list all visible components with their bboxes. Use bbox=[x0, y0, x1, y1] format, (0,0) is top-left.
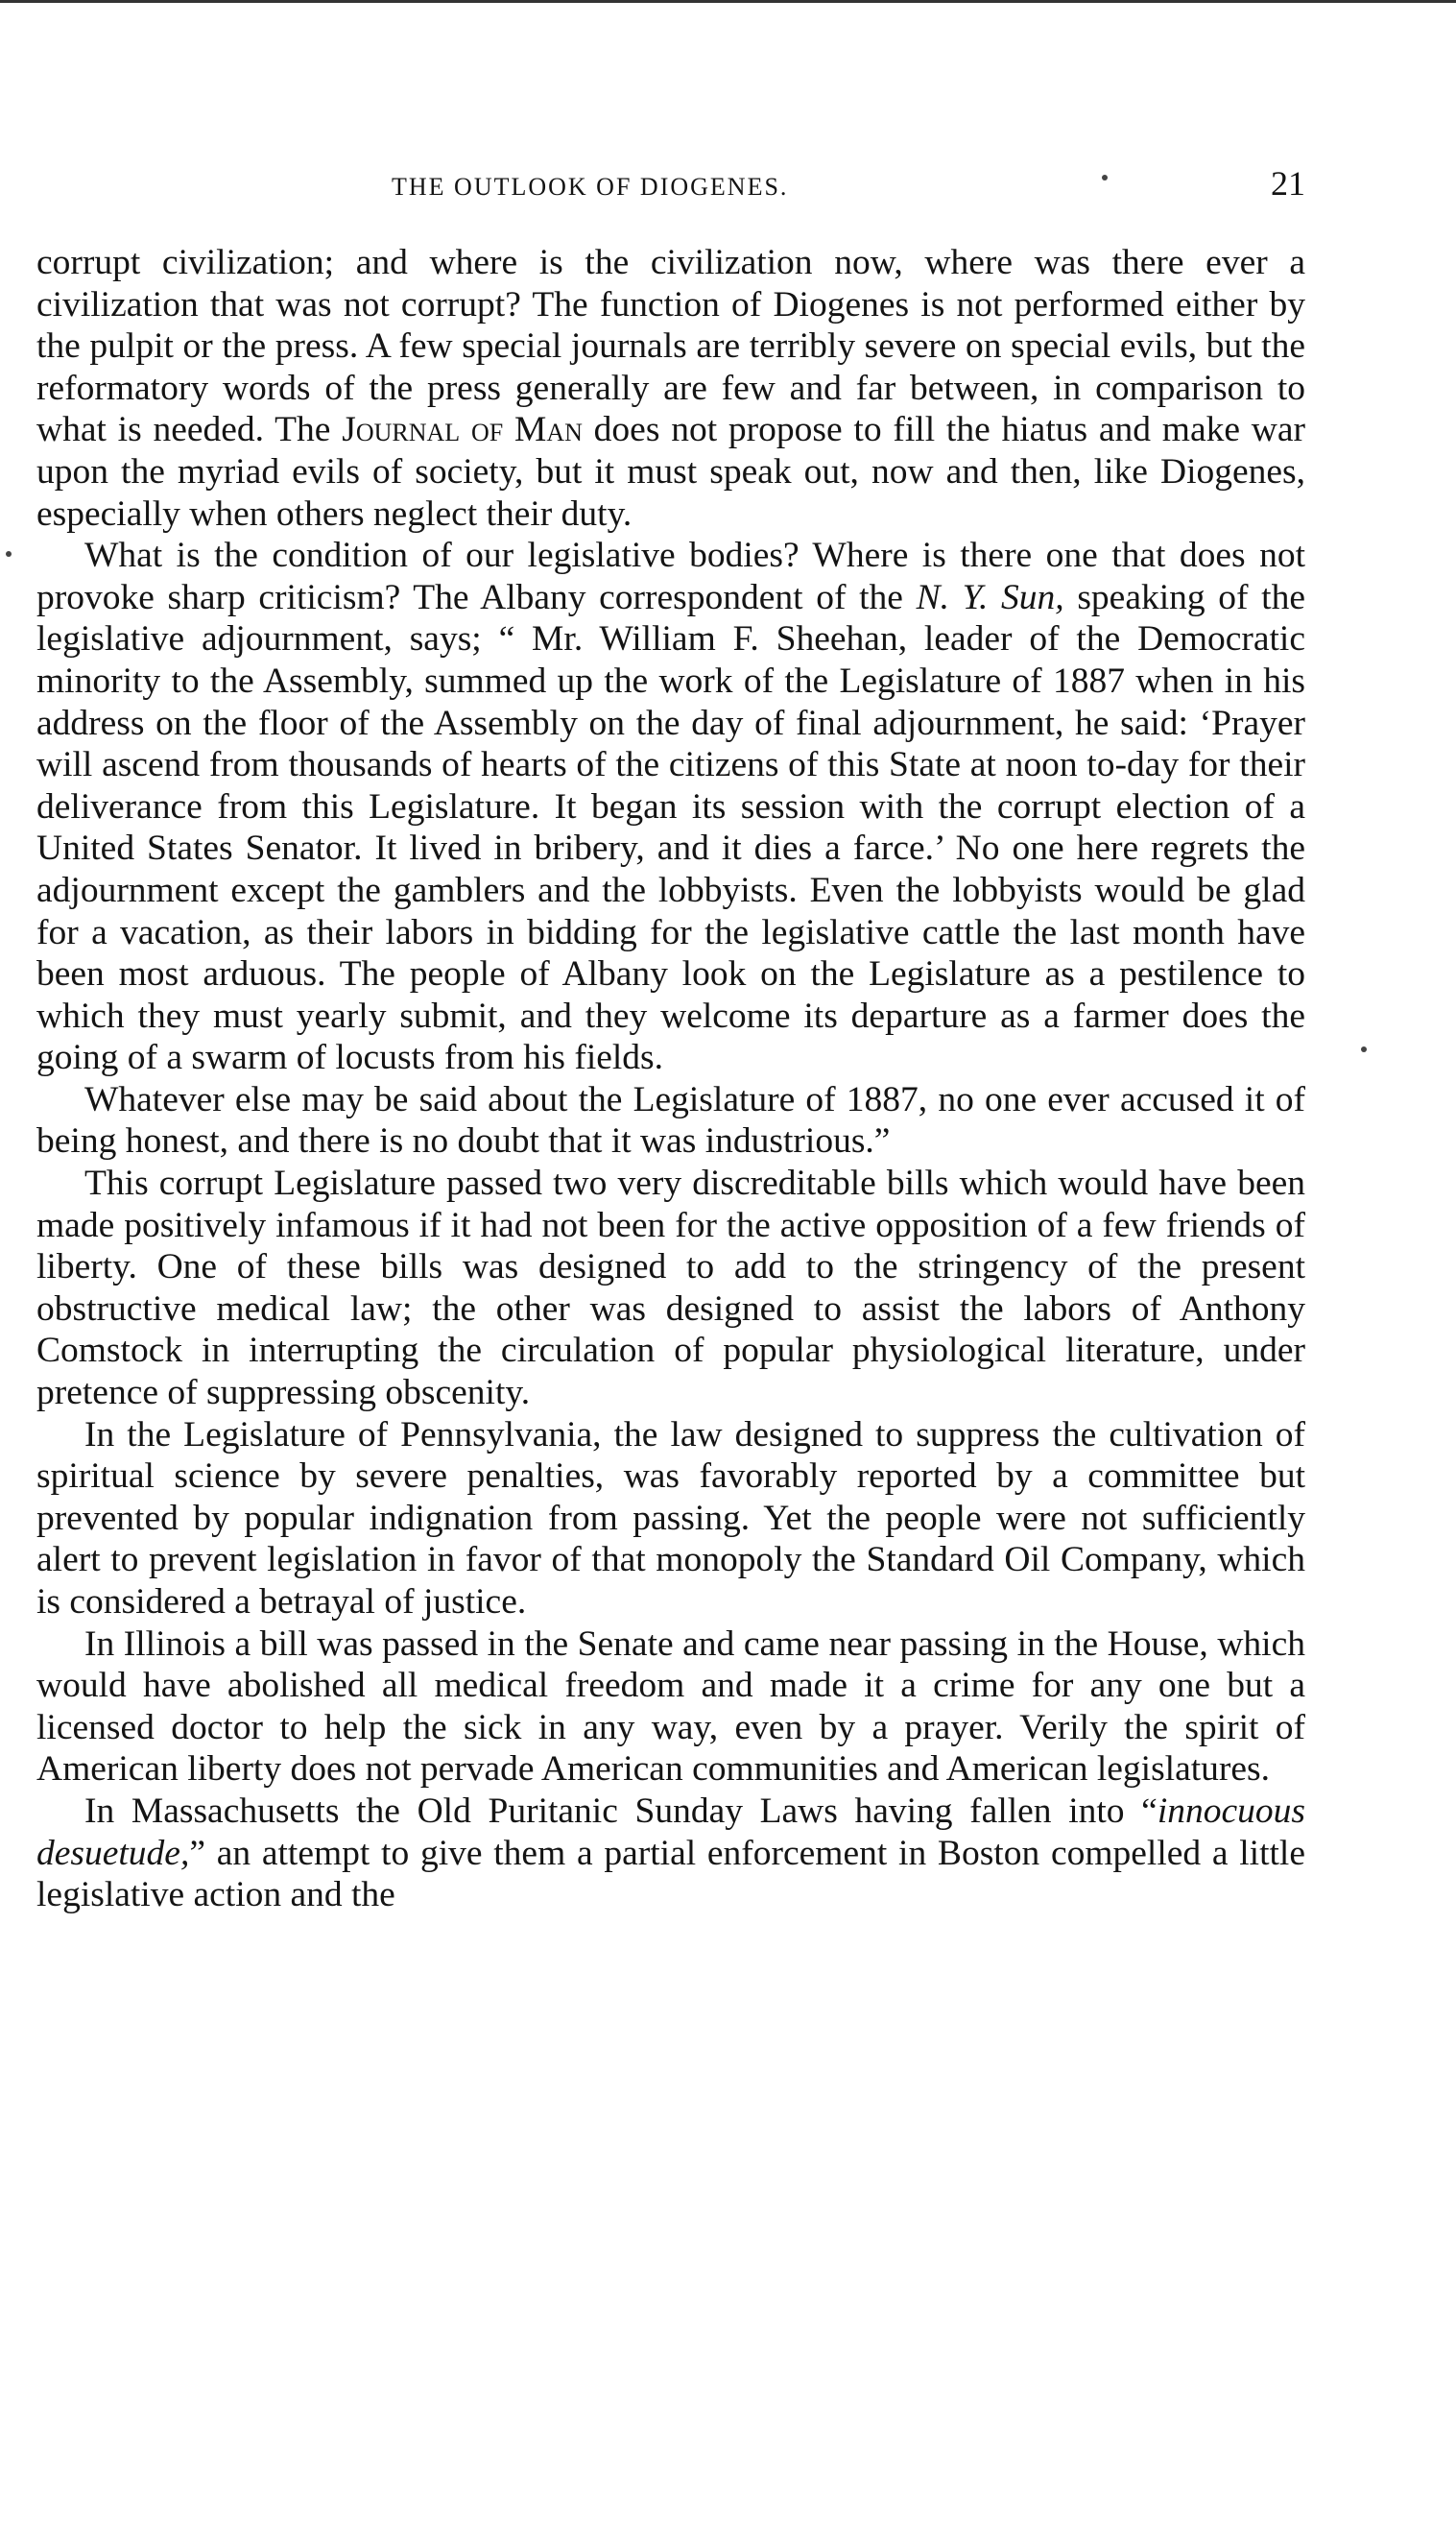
newspaper-name: N. Y. Sun, bbox=[916, 577, 1064, 617]
ink-speck bbox=[1102, 175, 1108, 180]
paragraph-6: In Illinois a bill was passed in the Senate and came near passing in the House, which would have abolished all medical freedom and made it a crime for any one but a licensed doctor to help the sick in any way, even by a prayer. Verily the spirit of American liberty does not pervade American communities and American legislatures. bbox=[36, 1623, 1305, 1790]
paragraph-5: In the Legislature of Pennsylvania, the law designed to suppress the cultivation of spiritual science by severe penalties, was favorably reported by a committee but prevented by popular indignation from passing. Yet the people were not sufficiently alert to prevent legislation in favor of that monopoly the Standard Oil Company, which is considered a betrayal of justice. bbox=[36, 1414, 1305, 1622]
running-title: THE OUTLOOK OF DIOGENES. bbox=[392, 173, 789, 201]
latin-phrase: innocuous desuetude, bbox=[36, 1791, 1305, 1873]
paragraph-2-text-after: speaking of the legislative adjournment, says; “ Mr. William F. Sheehan, leader of the Democratic minority to the Assembly, summed up the work of the Legislature of 1887 when in his address on the floor of the Assembly on the day of final adjournment, he said: ‘Prayer will ascend from thousands of hearts of the citizens of this State at noon to-day for their deliverance from this Legislature. It began its session with the corrupt election of a United States Senator. It lived in bribery, and it dies a farce.’ No one here regrets the adjournment except the gamblers and the lobbyists. Even the lobbyists would be glad for a vacation, as their labors in bidding for the legislative cattle the last month have been most arduous. The people of Albany look on the Legislature as a pestilence to which they must yearly submit, and they welcome its departure as a farmer does the going of a swarm of locusts from his fields. bbox=[36, 577, 1305, 1078]
ink-speck bbox=[1361, 1046, 1367, 1052]
paragraph-3: Whatever else may be said about the Legislature of 1887, no one ever accused it of being honest, and there is no doubt that it was industrious.” bbox=[36, 1079, 1305, 1162]
paragraph-7-text-before: In Massachusetts the Old Puritanic Sunday Laws having fallen into “ bbox=[84, 1791, 1158, 1831]
journal-name: Journal of Man bbox=[342, 410, 583, 450]
paragraph-7-text-after: ” an attempt to give them a partial enforcement in Boston compelled a little legislative action and the bbox=[36, 1833, 1305, 1915]
paragraph-2-text-before: What is the condition of our legislative bodies? Where is there one that does not provoke sharp criticism? The Albany correspondent of the bbox=[36, 536, 1305, 617]
page-number: 21 bbox=[1271, 164, 1305, 203]
paragraph-1-text: corrupt civilization; and where is the civilization now, where was there ever a civilization that was not corrupt? The function of Diogenes is not performed either by the pulpit or the press. A few special journals are terribly severe on special evils, but the reformatory words of the press generally are few and far between, in comparison to what is needed. The bbox=[36, 243, 1305, 450]
paragraph-1 bbox=[36, 242, 1305, 535]
page-header bbox=[36, 163, 1305, 211]
top-edge-rule bbox=[0, 0, 1456, 3]
paragraph-1-text-after: does not propose to fill the hiatus and make war upon the myriad evils of society, but it must speak out, now and then, like Diogenes, especially when others neglect their duty. bbox=[36, 410, 1306, 534]
paragraph-4: This corrupt Legislature passed two very discreditable bills which would have been made positively infamous if it had not been for the active opposition of a few friends of liberty. One of these bills was designed to add to the stringency of the present obstructive medical law; the other was designed to assist the labors of Anthony Comstock in interrupting the circulation of popular physiological literature, under pretence of suppressing obscenity. bbox=[36, 1164, 1305, 1413]
ink-speck bbox=[6, 551, 12, 557]
paragraph-7 bbox=[36, 1791, 1305, 1916]
body-text bbox=[36, 242, 1305, 1916]
paragraph-2 bbox=[36, 535, 1305, 1079]
